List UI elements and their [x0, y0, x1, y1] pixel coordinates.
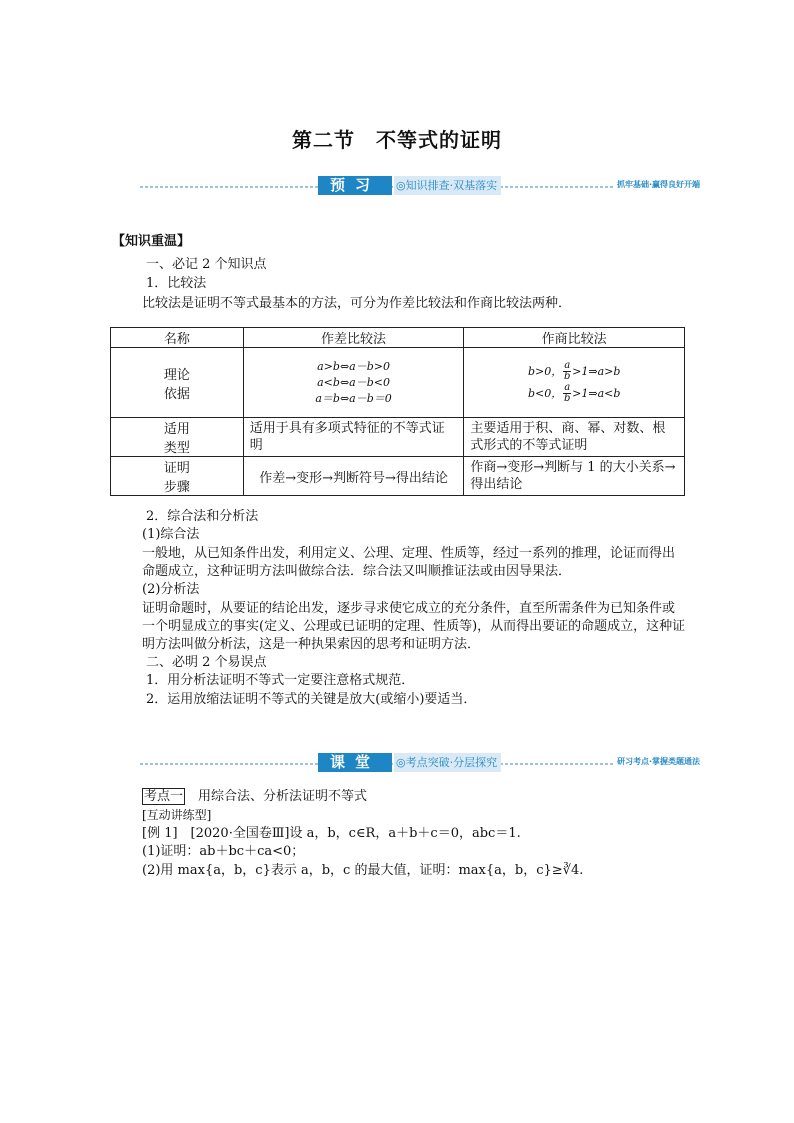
- page-title: 第二节 不等式的证明: [292, 128, 502, 152]
- table-row: [111, 457, 685, 496]
- paragraph: 比较法是证明不等式最基本的方法，可分为作差比较法和作商比较法两种．: [142, 296, 572, 311]
- table-cell: 适用于具有多项式特征的不等式证明: [243, 418, 464, 457]
- table-header: 作差比较法: [243, 328, 464, 348]
- subitem-heading: (2)分析法: [142, 582, 200, 597]
- table-row-label: 适用 类型: [111, 418, 244, 457]
- banner-slogan: 研习考点·掌握类题通法: [613, 756, 700, 767]
- table-row: [111, 348, 685, 418]
- table-header-row: [111, 328, 685, 348]
- table-cell: 主要适用于积、商、幂、对数、根式形式的不等式证明: [464, 418, 685, 457]
- paragraph: 一般地，从已知条件出发，利用定义、公理、定理、性质等，经过一系列的推理，论证而得出命题成立，这种证明方法叫做综合法．综合法又叫顺推证法或由因导果法．: [142, 546, 676, 579]
- banner-slogan: 抓牢基础·赢得良好开端: [613, 179, 700, 190]
- example-part: (2)用 max{a，b，c}表示 a，b，c 的最大值，证明：max{a，b，c}≥∛4.: [142, 863, 584, 878]
- table-row-label: 证明 步骤: [111, 457, 244, 496]
- subsection-heading: 二、必明 2 个易误点: [146, 655, 267, 670]
- table-cell: b>0， $\frac{a}{b}$ >1⇒a>b b<0， $\frac{a}{b}$ >1⇒a<b: [464, 348, 685, 418]
- example-part: (1)证明：ab＋bc＋ca<0；: [142, 844, 305, 859]
- fraction: $\frac{a}{b}$: [563, 382, 571, 404]
- subitem-heading: (1)综合法: [142, 527, 200, 542]
- list-item: 1．用分析法证明不等式一定要注意格式规范．: [146, 673, 415, 688]
- table-cell: 作商→变形→判断与 1 的大小关系→得出结论: [464, 457, 685, 496]
- kaodian-label: 考点一: [144, 789, 184, 804]
- paragraph: 证明命题时，从要证的结论出发，逐步寻求使它成立的充分条件，直至所需条件为已知条件或一个明显成立的事实(定义、公理或已证明的定理、性质等)，从而得出要证的命题成立，这种证明方法叫做分析法，这是一种执果索因的思考和证明方法．: [142, 601, 686, 652]
- question-type: [互动讲练型]: [142, 808, 212, 822]
- banner-tag: 课堂: [318, 753, 392, 772]
- item-heading: 2．综合法和分析法: [146, 509, 259, 524]
- table-header: 作商比较法: [464, 328, 685, 348]
- banner-tag: 预习: [318, 176, 392, 195]
- comparison-table: [110, 327, 685, 496]
- table-cell: 作差→变形→判断符号→得出结论: [243, 457, 464, 496]
- section-banner-preview: [140, 175, 700, 199]
- table-cell: a>b⇔a－b>0 a<b⇔a－b<0 a＝b⇔a－b＝0: [243, 348, 464, 418]
- item-heading: 1．比较法: [146, 276, 207, 291]
- section-banner-class: [140, 752, 700, 776]
- banner-subtitle: ◎考点突破·分层探究: [394, 753, 501, 772]
- list-item: 2．运用放缩法证明不等式的关键是放大(或缩小)要适当．: [146, 692, 477, 707]
- fraction: $\frac{a}{b}$: [563, 360, 571, 382]
- section-heading: 【知识重温】: [112, 234, 191, 249]
- table-header: 名称: [111, 328, 244, 348]
- banner-subtitle: ◎知识排查·双基落实: [394, 176, 501, 195]
- table-row-label: 理论 依据: [111, 348, 244, 418]
- kaodian-heading: 考点一 用综合法、分析法证明不等式: [144, 789, 368, 804]
- subsection-heading: 一、必记 2 个知识点: [146, 257, 267, 272]
- example-statement: [例 1] [2020·全国卷Ⅲ]设 a，b，c∈R，a＋b＋c＝0，abc＝1.: [142, 826, 521, 841]
- table-row: [111, 418, 685, 457]
